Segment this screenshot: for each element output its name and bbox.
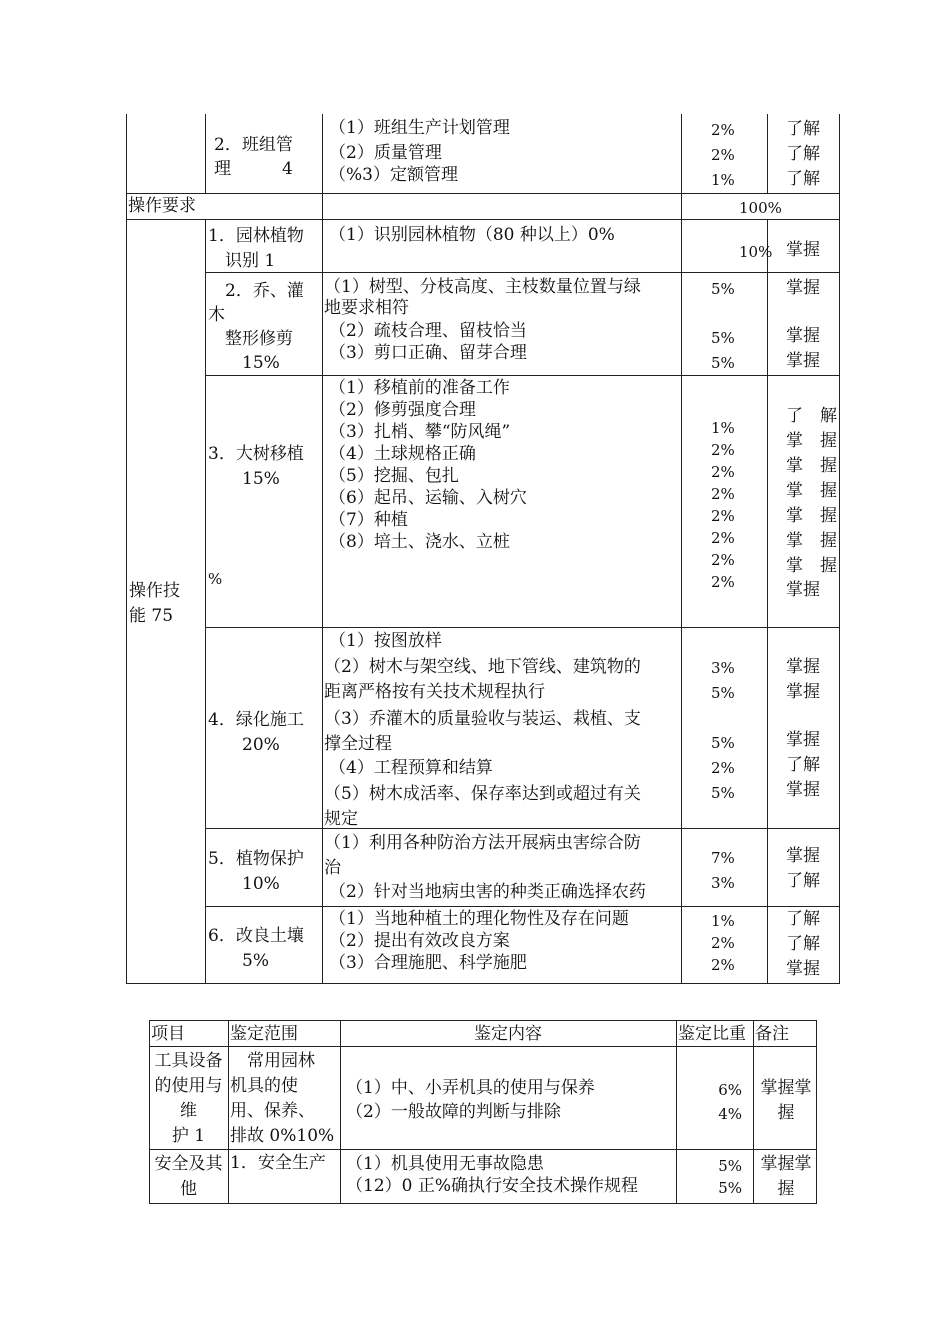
item-text: （2）树木与架空线、地下管线、建筑物的 距离严格按有关技术规程执行 [324,657,641,702]
item-text: （3）合理施肥、科学施肥 [329,953,527,973]
weight: 2% [711,551,735,569]
note: 掌 握 [786,431,837,451]
item-text: （1）识别园林植物（80 种以上）0% [329,225,615,245]
header-content: 鉴定内容 [474,1024,542,1044]
weight: 5% [711,734,735,752]
item-text: （1）机具使用无事故隐患 [346,1154,544,1174]
weight: 10% [739,243,773,261]
item-text: （6）起吊、运输、入树穴 [329,488,527,508]
note: 了解 [786,119,820,139]
note: 掌握掌 握 [760,1078,812,1123]
scope-plant-identification: 1．园林植物 识别 1 [208,226,304,271]
item-text: （3）扎梢、攀“防风绳” [329,422,511,442]
weight: 5% [718,1179,742,1197]
scope-safe-production: 1．安全生产 [230,1153,326,1173]
note: 了 解 [786,406,837,426]
weight: 2% [711,121,735,139]
scope-soil-improvement: 6．改良土壤 5% [208,926,304,971]
weight: 2% [711,934,735,952]
item-text: （2）一般故障的判断与排除 [346,1102,561,1122]
item-text: （2）提出有效改良方案 [329,931,510,951]
item-text: （1）按图放样 [329,631,442,651]
note: 掌握 [786,730,820,750]
item-text: （4）工程预算和结算 [329,758,493,778]
weight: 5% [711,684,735,702]
note: 掌 握 [786,556,837,576]
weight: 5% [711,354,735,372]
weight: 3% [711,874,735,892]
weight: 5% [718,1157,742,1175]
note: 了解 [786,909,820,929]
weight: 2% [711,146,735,164]
weight: 3% [711,659,735,677]
weight: 1% [711,419,735,437]
scope-group-management: 2．班组管 理 4 [214,135,293,179]
weight: 2% [711,507,735,525]
header-project: 项目 [151,1024,185,1044]
note: 掌握掌 握 [760,1154,812,1199]
item-text: （4）土球规格正确 [329,444,476,464]
item-text: （3）乔灌木的质量验收与装运、栽植、支 撑全过程 [324,709,641,754]
weight: 2% [711,463,735,481]
item-text: （1）班组生产计划管理 [329,118,510,138]
note: 了解 [786,934,820,954]
header-notes: 备注 [755,1024,789,1044]
scope-shrub-pruning: 2．乔、灌 木 整形修剪 15% [208,281,304,373]
note: 了解 [786,169,820,189]
skills-category-label: 操作技 能 75 [129,581,180,626]
note: 了解 [786,755,820,775]
weight: 5% [711,280,735,298]
scope-tree-transplanting: 3．大树移植 15% [208,444,304,489]
operation-requirement-weight: 100% [739,199,782,217]
note: 掌握 [786,240,820,260]
note: 掌握 [786,657,820,677]
item-text: （3）剪口正确、留芽合理 [329,343,527,363]
note: 掌握 [786,959,820,979]
note: 掌握 [786,846,820,866]
note: 了解 [786,144,820,164]
weight: 2% [711,956,735,974]
header-weight: 鉴定比重 [678,1024,746,1044]
weight: 5% [711,329,735,347]
item-text: （7）种植 [329,510,408,530]
weight: 2% [711,485,735,503]
header-scope: 鉴定范围 [230,1024,298,1044]
item-text: （5）树木成活率、保存率达到或超过有关 规定 [324,784,641,829]
note: 掌握 [786,278,820,298]
percent-fragment: % [208,570,223,588]
note: 掌 握 [786,456,837,476]
weight: 1% [711,912,735,930]
item-text: （5）挖掘、包扎 [329,466,459,486]
item-text: （1）树型、分枝高度、主枝数量位置与绿 地要求相符 [324,277,641,318]
note: 掌 握 [786,506,837,526]
weight: 2% [711,573,735,591]
weight: 4% [718,1105,742,1123]
note: 掌 握 [786,531,837,551]
scope-plant-protection: 5．植物保护 10% [208,849,304,894]
item-text: （2）质量管理 [329,143,442,163]
note: 掌 握 [786,481,837,501]
scope-garden-machinery: 常用园林 机具的使 用、保养、 排故 0%10% [230,1051,335,1146]
note: 了解 [786,871,820,891]
weight: 5% [711,784,735,802]
operation-requirement-label: 操作要求 [128,196,196,216]
note: 掌握 [786,580,820,600]
item-text: （1）移植前的准备工作 [329,378,510,398]
item-text: （2）疏枝合理、留枝恰当 [329,321,527,341]
item-text: （1）当地种植土的理化物性及存在问题 [329,909,629,929]
item-text: （%3）定额管理 [329,165,458,185]
item-text: （12）0 正%确执行安全技术操作规程 [346,1176,639,1196]
note: 掌握 [786,682,820,702]
item-text: （2）修剪强度合理 [329,400,476,420]
item-text: （8）培土、浇水、立桩 [329,532,510,552]
weight: 6% [718,1081,742,1099]
weight: 7% [711,849,735,867]
project-tools-equipment: 工具设备 的使用与 维 护 1 [154,1051,223,1146]
weight: 1% [711,171,735,189]
weight: 2% [711,759,735,777]
weight: 2% [711,441,735,459]
note: 掌握 [786,326,820,346]
scope-greening-construction: 4．绿化施工 20% [208,710,304,755]
note: 掌握 [786,351,820,371]
project-safety-other: 安全及其 他 [154,1154,223,1199]
item-text: （1）中、小弄机具的使用与保养 [346,1078,595,1098]
note: 掌握 [786,780,820,800]
item-text: （1）利用各种防治方法开展病虫害综合防 治 [324,833,641,878]
item-text: （2）针对当地病虫害的种类正确选择农药 [329,882,646,902]
weight: 2% [711,529,735,547]
